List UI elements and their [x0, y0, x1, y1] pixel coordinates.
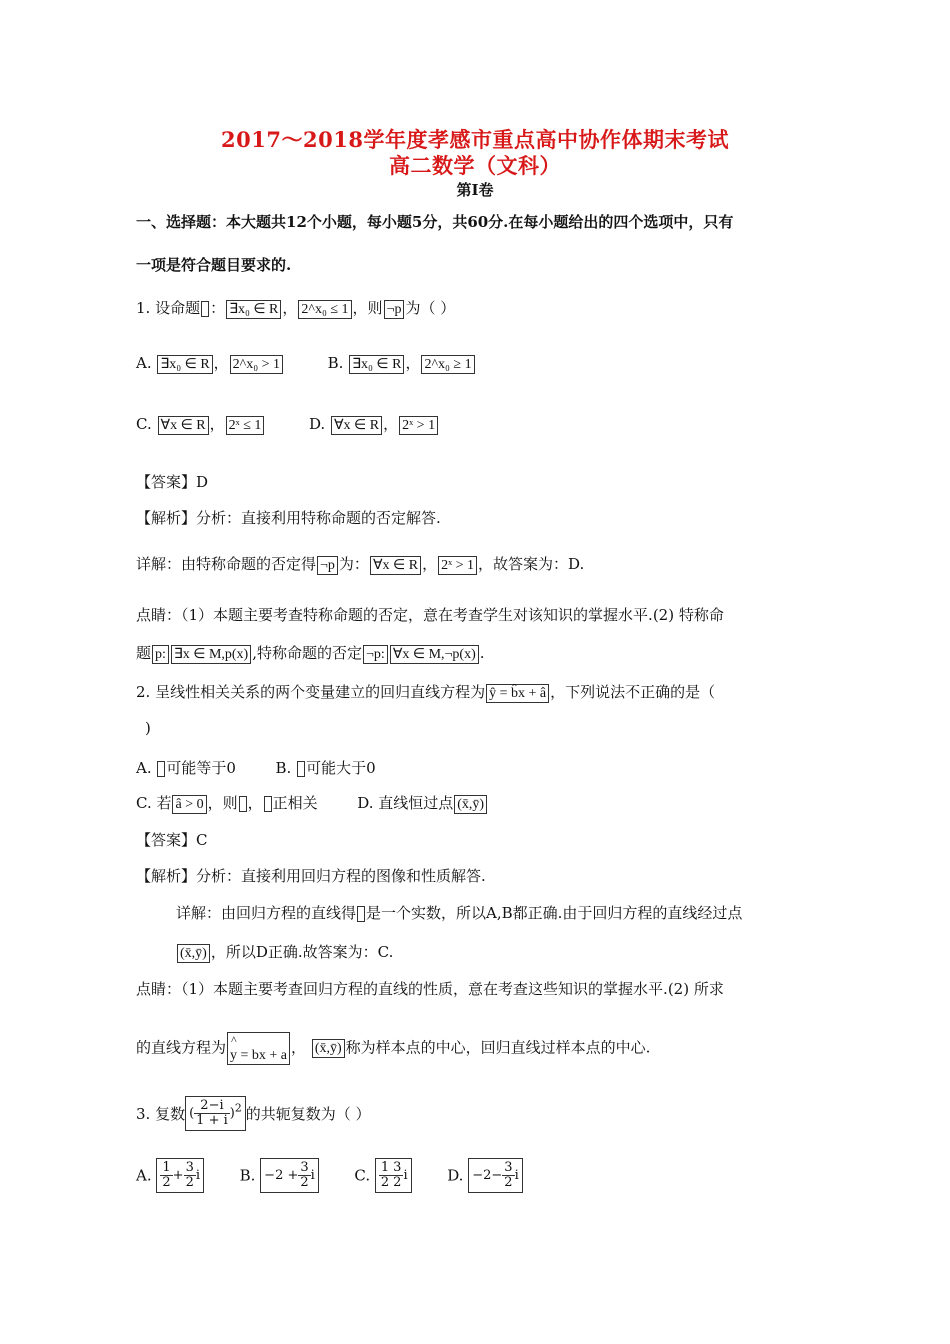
q2-options-cd [136, 792, 488, 814]
q1-colon: ： [210, 299, 226, 317]
q3-numerator: 2−i [194, 1099, 230, 1114]
q3-option-c-frac2 [391, 1161, 403, 1190]
q3-d-i: i [514, 1168, 519, 1183]
q2-note-2 [136, 1032, 650, 1065]
q2-option-c-mid: ，则 [207, 794, 238, 812]
q3-b-f3n: 3 [300, 1160, 309, 1175]
q1-expr2: 2^x₀ ≤ 1 [298, 300, 351, 319]
q2-note2-prefix: 的直线方程为 [136, 1038, 227, 1057]
q1-note2-mid: ,特称命题的否定 [252, 644, 363, 662]
q3-fraction [194, 1099, 230, 1128]
q3-option-b-frac [298, 1161, 310, 1190]
q3-prefix: 3. 复数 [136, 1105, 186, 1123]
q2-option-c-box: â > 0 [172, 795, 206, 814]
section-instructions-2: 一项是符合题目要求的. [136, 256, 292, 274]
q2-analysis: 【解析】分析：直接利用回归方程的图像和性质解答. [136, 867, 486, 885]
q1-note2-expr1: ∃x ∈ M,p(x) [171, 645, 251, 664]
q2-option-b-label: B. [275, 759, 292, 777]
q3-option-a-frac1 [160, 1161, 172, 1190]
exam-subtitle: 高二数学（文科） [389, 153, 561, 178]
q2-option-c-mid2: ， [247, 794, 263, 812]
q2-option-c-label: C. 若 [136, 794, 172, 812]
q1-note-2 [136, 642, 485, 664]
q3-a-plus: + [172, 1168, 184, 1183]
q2-detail-2 [176, 941, 393, 963]
q2-note2-post: 称为样本点的中心，回归直线过样本点的中心. [345, 1038, 651, 1057]
q1-option-a-expr1: ∃x₀ ∈ R [157, 355, 212, 374]
q1-p-box [201, 301, 209, 317]
q1-option-c-expr2: 2ˣ ≤ 1 [226, 416, 265, 435]
q1-option-a-expr2: 2^x₀ > 1 [230, 355, 283, 374]
q1-note2-prefix: 题 [136, 644, 152, 662]
q3-a-f1n: 1 [162, 1160, 171, 1175]
q3-denominator: 1 + i [196, 1113, 228, 1128]
q3-suffix: 的共轭复数为（ ） [245, 1105, 371, 1123]
q1-options-cd: C. ∀x ∈ R ， 2ˣ ≤ 1 D. ∀x ∈ R ， 2ˣ > 1 [136, 413, 439, 435]
q2-note2-box2: (x̄,ȳ) [312, 1039, 345, 1058]
q2-option-a-box [157, 761, 165, 777]
q1-note2-post: . [479, 644, 485, 662]
q2-option-c-x-box [239, 796, 247, 812]
q1-detail-post: ，故答案为：D. [478, 555, 585, 573]
q1-detail-notp: ¬p [317, 556, 338, 575]
q1-note-1: 点睛：（1）本题主要考查特称命题的否定，意在考查学生对该知识的掌握水平.(2) 特称命 [136, 606, 724, 624]
q1-expr1: ∃x₀ ∈ R [226, 300, 281, 319]
q1-notp: ¬p [384, 300, 405, 319]
q2-note-1: 点睛：（1）本题主要考查回归方程的直线的性质，意在考查这些知识的掌握水平.(2) 所求 [136, 980, 724, 998]
q3-option-c-label: C. [354, 1166, 371, 1185]
q3-expression: ( $\frac{2-i}{1 + i}$ )$^2$ [185, 1096, 246, 1131]
q3-options [136, 1158, 523, 1193]
q1-option-d-label: D. [308, 415, 326, 433]
q2-paren-close: ) [145, 719, 151, 737]
q2-option-b-text: 可能大于0 [306, 759, 376, 777]
q1-note2-expr2: ∀x ∈ M,¬p(x) [390, 645, 479, 664]
q2-suffix: ，下列说法不正确的是（ [550, 683, 716, 701]
q2-options-ab [136, 757, 376, 778]
q3-d-pre: −2− [472, 1168, 503, 1183]
q3-b-pre: −2 + [264, 1168, 299, 1183]
q1-option-c-expr1: ∀x ∈ R [158, 416, 209, 435]
q2-option-d-label: D. 直线恒过点 [357, 794, 454, 812]
q3-d-f3d: 2 [504, 1175, 513, 1190]
q2-note2-box [227, 1032, 290, 1065]
q3-a-f1d: 2 [162, 1175, 171, 1190]
q2-stem [136, 681, 715, 703]
q1-options-ab: A. ∃x₀ ∈ R ， 2^x₀ > 1 B. ∃x₀ ∈ R ， 2^x₀ ≥ 1 [136, 352, 476, 374]
q3-option-b-label: B. [239, 1166, 256, 1185]
q2-option-c-y-box [264, 796, 272, 812]
q1-note2-p: p: [152, 645, 169, 664]
exam-title: 2017～2018学年度孝感市重点高中协作体期末考试 [221, 127, 729, 152]
q1-option-b-expr1: ∃x₀ ∈ R [349, 355, 404, 374]
q1-option-c-label: C. [136, 415, 152, 433]
q3-a-f3d: 2 [185, 1175, 194, 1190]
q3-c-f1n: 1 [380, 1160, 390, 1175]
q2-detail1-prefix: 详解：由回归方程的直线得 [176, 904, 357, 922]
q3-option-c-frac1 [379, 1161, 391, 1190]
q3-option-d-frac [502, 1161, 514, 1190]
q3-option-a [156, 1158, 204, 1193]
q2-answer: 【答案】C [136, 831, 208, 849]
q1-answer: 【答案】D [136, 473, 209, 491]
q3-c-f3n: 3 [393, 1160, 402, 1175]
q1-comma: ， [282, 299, 298, 317]
q1-option-d-expr2: 2ˣ > 1 [399, 416, 438, 435]
q2-option-a-text: 可能等于0 [166, 759, 236, 777]
q3-option-b [260, 1158, 319, 1193]
q2-detail1-post: 是一个实数，所以A,B都正确.由于回归方程的直线经过点 [366, 904, 743, 922]
section-instructions-1: 一、选择题：本大题共12个小题，每小题5分，共60分.在每小题给出的四个选项中，只有 [136, 213, 734, 231]
q2-prefix: 2. 呈线性相关关系的两个变量建立的回归直线方程为 [136, 683, 486, 701]
q3-a-i: i [195, 1168, 201, 1183]
q1-analysis: 【解析】分析：直接利用特称命题的否定解答. [136, 509, 441, 527]
q2-option-a-label: A. [136, 759, 152, 777]
q1-option-b-label: B. [327, 354, 344, 372]
q2-detail1-box [357, 906, 365, 922]
q2-detail2-post: ，所以D正确.故答案为：C. [210, 943, 394, 961]
q1-suffix: 为（ ） [405, 299, 456, 317]
q3-a-f3n: 3 [185, 1160, 194, 1175]
q3-c-i: i [403, 1168, 408, 1183]
q3-stem [136, 1096, 371, 1131]
q1-note2-notp: ¬p: [363, 645, 388, 664]
q1-prefix: 1. 设命题 [136, 299, 201, 317]
q3-option-a-label: A. [136, 1166, 152, 1185]
q3-b-f3d: 2 [300, 1175, 309, 1190]
q1-detail-expr1: ∀x ∈ R [370, 556, 421, 575]
q3-exponent: 2 [234, 1101, 242, 1115]
q3-c-f3d: 2 [393, 1175, 402, 1190]
q1-stem [136, 297, 455, 319]
q1-detail-expr2: 2ˣ > 1 [438, 556, 477, 575]
q2-option-d-box: (x̄,ȳ) [454, 795, 487, 814]
q1-option-b-expr2: 2^x₀ ≥ 1 [421, 355, 474, 374]
volume-label: 第Ⅰ卷 [456, 181, 494, 199]
q3-option-d [468, 1158, 523, 1193]
q3-option-c [375, 1158, 412, 1193]
q1-detail-prefix: 详解：由特称命题的否定得 [136, 555, 317, 573]
q1-option-a-label: A. [136, 354, 152, 372]
q3-d-f3n: 3 [504, 1160, 513, 1175]
q3-b-i: i [310, 1168, 315, 1183]
q1-then: ，则 [352, 299, 383, 317]
q2-equation: ŷ = b̂x + â [486, 684, 549, 703]
q3-c-f1d: 2 [380, 1175, 390, 1190]
q1-option-d-expr1: ∀x ∈ R [331, 416, 382, 435]
q3-option-d-label: D. [447, 1166, 464, 1185]
q2-note2-mid: ， [291, 1038, 307, 1057]
q2-option-b-box [297, 761, 305, 777]
q2-note2-eq: y = bx + a [230, 1048, 288, 1063]
q2-detail-1 [176, 902, 742, 923]
q3-option-a-frac2 [184, 1161, 196, 1190]
q1-detail: 详解：由特称命题的否定得 ¬p 为： ∀x ∈ R ， 2ˣ > 1 ，故答案为：D. [136, 555, 585, 573]
q2-option-c-post: 正相关 [272, 794, 318, 812]
q2-note2-hat: ^ [231, 1033, 237, 1047]
q2-detail2-box: (x̄,ȳ) [177, 944, 210, 963]
q1-detail-mid: 为： [338, 555, 369, 573]
